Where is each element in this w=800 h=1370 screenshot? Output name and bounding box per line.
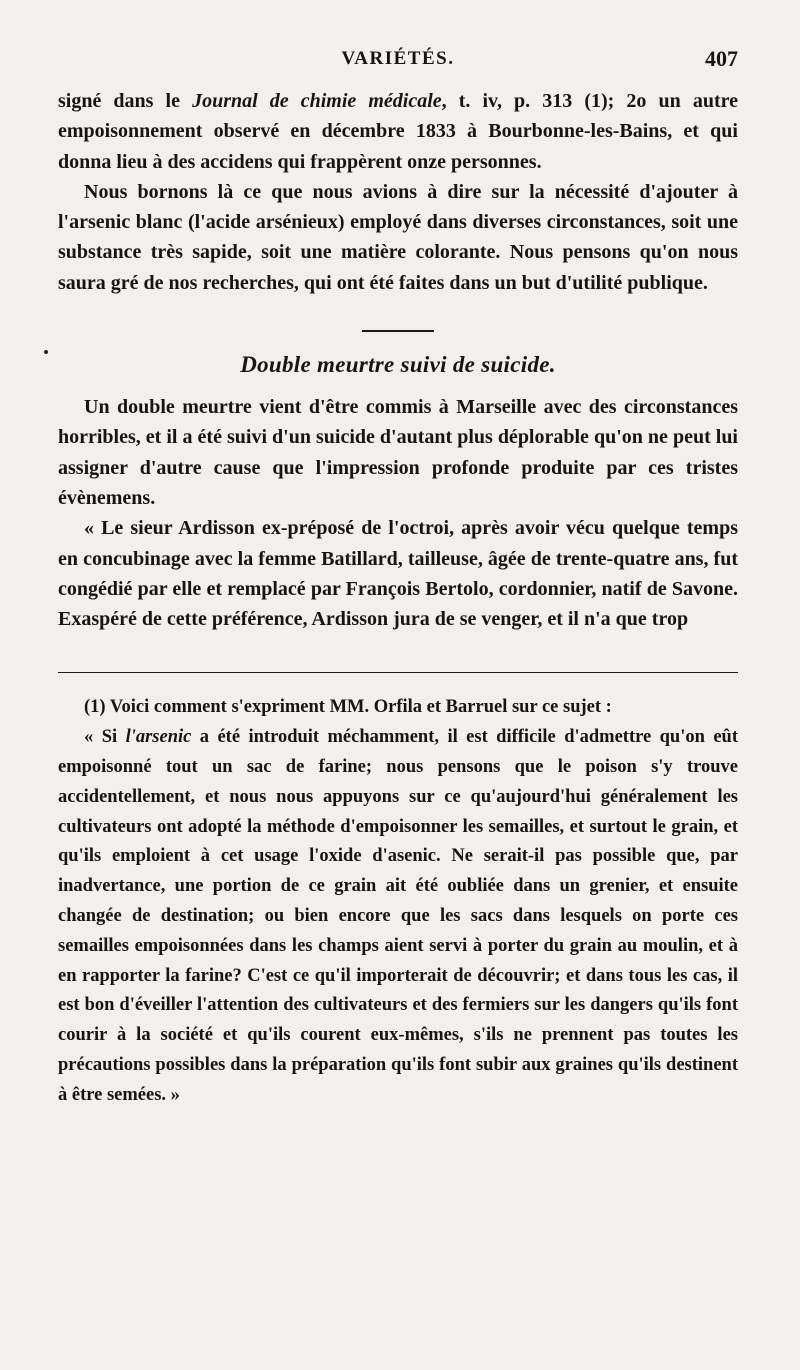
article-title: Double meurtre suivi de suicide. — [240, 352, 556, 378]
section-divider — [362, 330, 434, 332]
footnote-paragraph-1: (1) Voici comment s'expriment MM. Orfila et Barruel sur ce sujet : — [84, 697, 612, 718]
page-body — [58, 86, 738, 1111]
journal-title: Journal de chimie médicale — [192, 90, 442, 112]
footnote-p2-start: « Si — [84, 727, 126, 748]
footnote-paragraph-2 — [58, 723, 738, 1110]
intro-paragraph-1 — [58, 86, 738, 177]
footnote-divider — [58, 672, 738, 673]
running-title: VARIÉTÉS. — [341, 48, 455, 69]
intro-p1-start: signé dans le — [58, 90, 193, 112]
footnote-emphasis: l'arsenic — [125, 727, 192, 748]
page-header — [58, 44, 738, 78]
footnote-p2-rest: a été introduit méchamment, il est difficile d'admettre qu'on eût empoisonné tout un sac de farine; nous pensons que le poison s'y trouve accidentellement, et nous nous appuyons sur ce qu'aujourd'hui généralement les cultivateurs ont adopté la méthode d'empoisonner les semailles, et surtout le grain, et qu'ils emploient à cet usage l'oxide d'asenic. Ne serait-il pas possible que, par inadvertance, une portion de ce grain ait été oubliée dans un grenier, et ensuite changée de destination; ou bien encore que les sacs dans lesquels on porte ces semailles empoisonnées dans les champs aient servi à porter du grain au moulin, et à en rapporter la farine? C'est ce qu'il importerait de découvrir; et dans tous les cas, il est bon d'éveiller l'attention des cultivateurs et des fermiers sur les dangers qu'ils font courir à la société et qu'ils courent eux-mêmes, s'ils ne prennent pas toutes les précautions possibles dans la préparation qu'ils font subir aux graines qu'ils destinent à être semées. » — [58, 727, 738, 1105]
article-paragraph-2: « Le sieur Ardisson ex-préposé de l'octroi, après avoir vécu quelque temps en concubinage avec la femme Batillard, tailleuse, âgée de trente-quatre ans, fut congédié par elle et remplacé par François Bertolo, cordonnier, natif de Savone. Exaspéré de cette préférence, Ardisson jura de se venger, et il n'a que trop — [58, 517, 738, 631]
intro-paragraph-2: Nous bornons là ce que nous avions à dire sur la nécessité d'ajouter à l'arsenic blanc (l'acide arsénieux) employé dans diverses circonstances, soit une substance très sapide, soit une matière colorante. Nous pensons qu'on nous saura gré de nos recherches, qui ont été faites dans un but d'utilité publique. — [58, 180, 738, 294]
intro-p1-rest: , t. iv, p. 313 (1); 2o un autre empoisonnement observé en décembre 1833 à Bourbonne-les-Bains, et qui donna lieu à des accidens qui frappèrent onze personnes. — [58, 90, 739, 173]
margin-mark — [44, 350, 48, 354]
article-paragraph-1: Un double meurtre vient d'être commis à Marseille avec des circonstances horribles, et il a été suivi d'un suicide d'autant plus déplorable qu'on ne peut lui assigner d'autre cause que l'impression profonde produite par ces tristes évènemens. — [58, 396, 738, 509]
page-number: 407 — [705, 46, 738, 71]
